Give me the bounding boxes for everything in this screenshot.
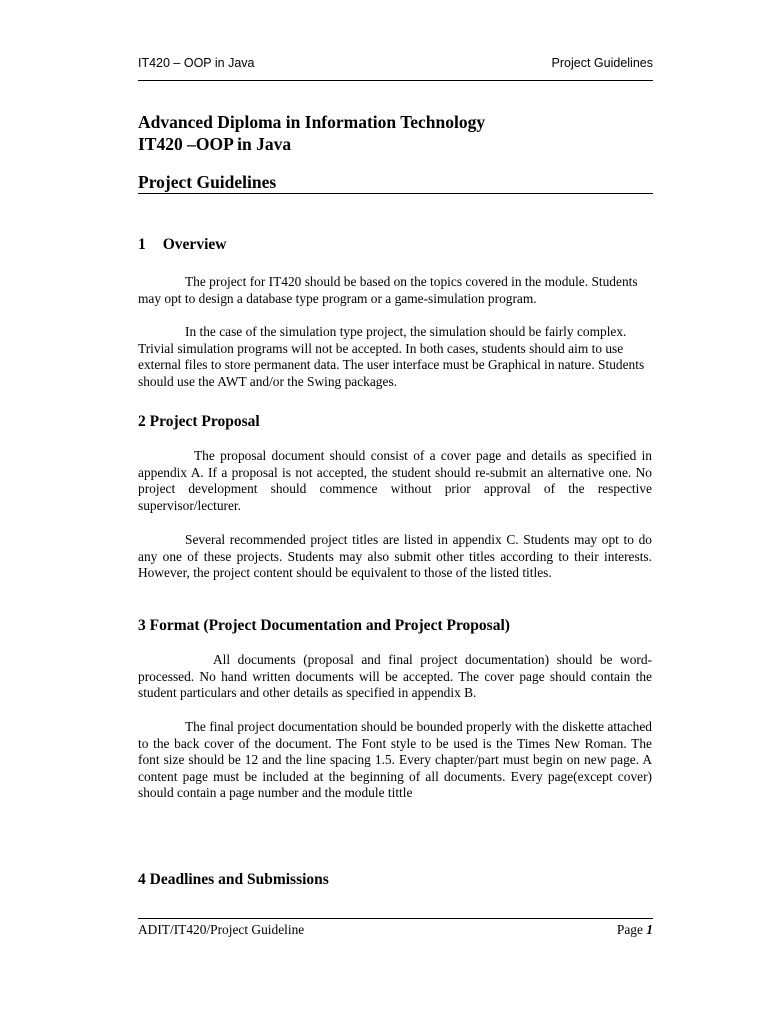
proposal-paragraph-1: The proposal document should consist of a cover page and details as specified in appendix A. If a proposal is not accepted, the student should re-submit an alternative one. No project development should commence without prior approval of the respective supervisor/lecturer. <box>138 448 652 513</box>
page-number-label <box>617 922 653 938</box>
document-title-line1: Advanced Diploma in Information Technology <box>138 112 486 132</box>
format-paragraph-2: The final project documentation should be bounded properly with the diskette attached to the back cover of the document. The Font style to be used is the Times New Roman. The font size should be 12 and the line spacing 1.5. Every chapter/part must begin on new page. A content page must be included at the beginning of all documents. Every page(except cover) should contain a page number and the module tittle <box>138 719 652 801</box>
document-title-line2: IT420 –OOP in Java <box>138 134 292 154</box>
section-heading-format: 3 Format (Project Documentation and Project Proposal) <box>138 617 510 634</box>
page-word: Page <box>616 922 643 937</box>
section-number: 1 <box>138 236 146 253</box>
footer-doc-ref: ADIT/IT420/Project Guideline <box>138 922 305 937</box>
footer-rule <box>138 918 653 919</box>
page-header <box>138 56 653 70</box>
section-heading-deadlines: 4 Deadlines and Submissions <box>138 871 329 888</box>
page-number: 1 <box>646 922 653 937</box>
format-paragraph-1: All documents (proposal and final project documentation) should be word-processed. No hand written documents will be accepted. The cover page should contain the student particulars and other details as specified in appendix B. <box>138 652 652 701</box>
document-title-line3: Project Guidelines <box>138 172 277 192</box>
section-title: Overview <box>162 236 227 253</box>
header-course: IT420 – OOP in Java <box>138 56 255 70</box>
title-rule <box>138 193 653 194</box>
overview-paragraph-2: In the case of the simulation type project, the simulation should be fairly complex. Trivial simulation programs will not be accepted. In both cases, students should aim to use external files to store permanent data. The user interface must be Graphical in nature. Students should use the AWT and/or the Swing packages. <box>138 324 645 389</box>
section-heading-overview <box>138 236 226 254</box>
section-heading-proposal: 2 Project Proposal <box>138 413 260 430</box>
header-rule <box>138 80 653 81</box>
proposal-paragraph-2: Several recommended project titles are listed in appendix C. Students may opt to do any one of these projects. Students may also submit other titles according to their interests. However, the project content should be equivalent to those of the listed titles. <box>138 532 652 581</box>
page-footer <box>138 922 653 938</box>
overview-paragraph-1: The project for IT420 should be based on the topics covered in the module. Students may opt to design a database type program or a game-simulation program. <box>138 274 638 306</box>
header-doc-title: Project Guidelines <box>551 56 653 70</box>
